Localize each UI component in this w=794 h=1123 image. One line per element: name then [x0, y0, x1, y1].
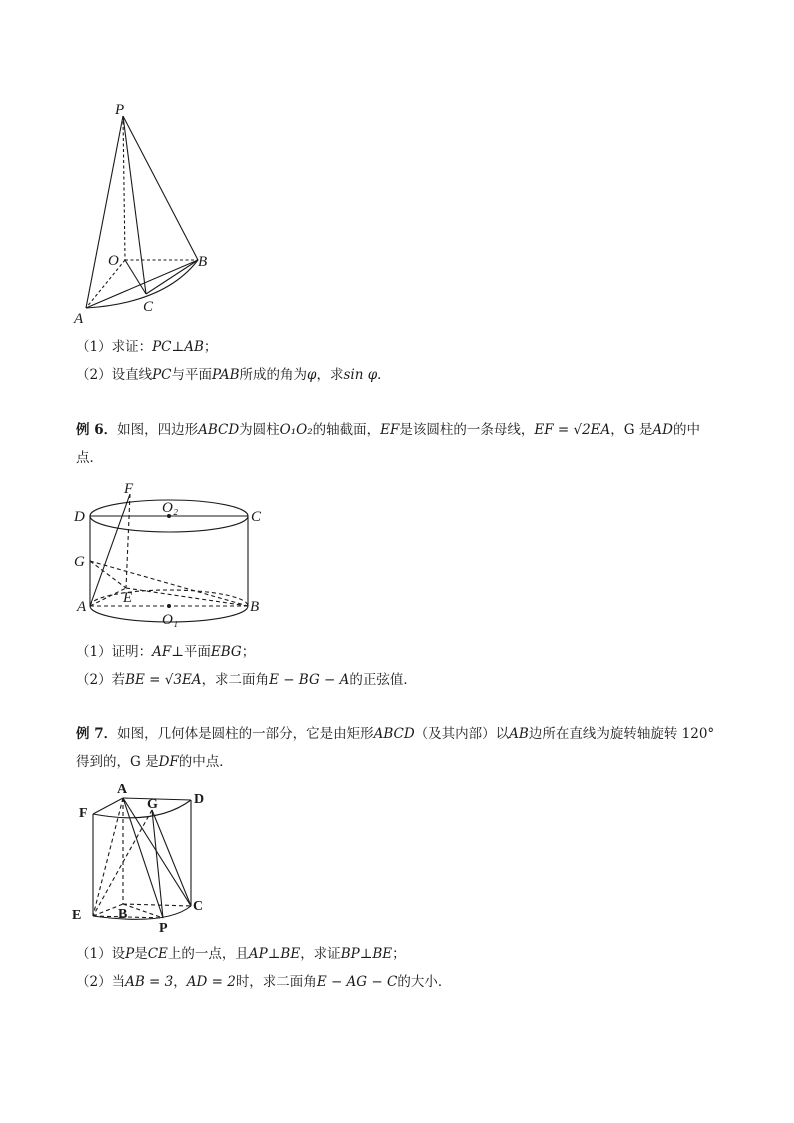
edge-af [93, 798, 123, 814]
ex6-part2 [76, 670, 417, 690]
partial-cylinder-figure [66, 778, 218, 936]
math-expr: E − AG − C [316, 974, 398, 990]
math-expr: EF = √2EA [534, 422, 611, 438]
label-a: A [74, 311, 84, 327]
ex6-line1 [76, 420, 700, 440]
edge-oa [86, 260, 125, 308]
math-expr: E − BG − A [269, 672, 350, 688]
label-c: C [251, 509, 262, 525]
text: 上的一点，且 [167, 946, 249, 962]
label-f: F [79, 806, 88, 821]
label-e: E [123, 590, 133, 606]
text: ，求二面角 [201, 672, 270, 688]
ex7-part2 [76, 972, 451, 992]
example-label: 例 6． [76, 422, 118, 438]
text: 所成的角为 [239, 367, 308, 383]
arc-fd [93, 800, 191, 818]
ex7-line2 [76, 752, 233, 772]
math-expr: EBG [210, 644, 242, 660]
edge-pc [123, 116, 146, 294]
text: 是 [134, 946, 148, 962]
center-o1 [167, 604, 171, 608]
part-number: （2）若 [76, 672, 126, 688]
text: ； [392, 946, 406, 962]
label-d: D [74, 509, 85, 525]
label-c: C [193, 899, 204, 914]
text: 的轴截面， [312, 422, 381, 438]
math-expr: AF⊥ [152, 644, 184, 660]
text: 的大小． [397, 974, 452, 990]
math-expr: AD = 2 [186, 974, 236, 990]
segment-gb [90, 561, 248, 606]
q5-part1 [76, 337, 217, 357]
math-expr: BP⊥BE [340, 946, 393, 962]
ex7-line1 [76, 724, 714, 744]
text: 与平面 [171, 367, 213, 383]
label-p: P [159, 921, 168, 936]
text: ，G 是 [610, 422, 653, 438]
segment-bc [123, 904, 191, 906]
label-o1: O₁ [162, 612, 179, 628]
text: 的正弦值． [349, 672, 417, 688]
math-expr: EF [380, 422, 400, 438]
label-g: G [74, 554, 85, 570]
label-b: B [250, 599, 260, 615]
text: ， [173, 974, 187, 990]
part-number: （2）设直线 [76, 367, 153, 383]
math-expr: DF [158, 754, 179, 770]
math-expr: sin φ [343, 367, 378, 383]
segment-gc [152, 810, 191, 906]
pyramid-figure [70, 98, 220, 330]
math-expr: AB = 3 [125, 974, 174, 990]
label-f: F [124, 481, 134, 497]
ex7-part1 [76, 944, 406, 964]
math-expr: AB [509, 726, 529, 742]
text: 点． [76, 450, 103, 466]
text: ． [377, 367, 391, 383]
segment-ae [93, 798, 123, 916]
edge-po [123, 116, 125, 260]
math-expr: CE [147, 946, 168, 962]
text: 时，求二面角 [235, 974, 317, 990]
text: 如图，几何体是圆柱的一部分，它是由矩形 [117, 726, 374, 742]
math-expr: ABCD [198, 422, 240, 438]
label-a: A [117, 782, 128, 797]
label-o: O [108, 253, 119, 269]
part-number: （1）求证： [76, 339, 153, 355]
math-expr: φ [307, 367, 317, 383]
label-p: P [115, 102, 125, 118]
edge-pa [86, 116, 123, 308]
segment-ac [123, 798, 191, 906]
label-o2: O₂ [162, 500, 179, 516]
math-expr: AP⊥BE [248, 946, 301, 962]
label-d: D [194, 792, 205, 807]
text: 是该圆柱的一条母线， [399, 422, 535, 438]
part-number: （1）设 [76, 946, 126, 962]
part-number: （1）证明： [76, 644, 153, 660]
math-expr: O₁O₂ [279, 422, 313, 438]
text: ，求 [316, 367, 344, 383]
text: ； [203, 339, 218, 355]
text: 边所在直线为旋转轴旋转 120° [528, 726, 715, 742]
example-label: 例 7． [76, 726, 118, 742]
segment-ge [90, 561, 126, 588]
part-number: （2）当 [76, 974, 126, 990]
math-expr: PC [152, 367, 172, 383]
math-expr: AD [652, 422, 673, 438]
label-c: C [143, 299, 154, 315]
text: 平面 [183, 644, 211, 660]
label-g: G [147, 797, 158, 812]
segment-fe [126, 494, 130, 588]
math-expr: P [125, 946, 135, 962]
text: ； [241, 644, 256, 660]
label-a: A [77, 599, 87, 615]
edge-oc [125, 260, 146, 294]
text: 得到的，G 是 [76, 754, 159, 770]
edge-cb [146, 260, 198, 294]
q5-part2 [76, 365, 391, 385]
cylinder-figure [68, 478, 278, 636]
text: 的中 [672, 422, 700, 438]
label-e: E [72, 908, 82, 923]
math-expr: PAB [212, 367, 240, 383]
segment-bp [123, 904, 163, 918]
label-b: B [118, 907, 128, 922]
ex6-part1 [76, 642, 255, 662]
text: 的中点． [178, 754, 233, 770]
math-expr: PC⊥AB [152, 339, 204, 355]
text: 为圆柱 [239, 422, 280, 438]
label-b: B [198, 254, 208, 270]
edge-pb [123, 116, 198, 260]
ex6-line2 [76, 448, 103, 468]
math-expr: ABCD [373, 726, 415, 742]
bottom-arc-back [90, 590, 248, 606]
text: 如图，四边形 [117, 422, 199, 438]
text: （及其内部）以 [414, 726, 510, 742]
text: ，求证 [300, 946, 341, 962]
math-expr: BE = √3EA [125, 672, 202, 688]
